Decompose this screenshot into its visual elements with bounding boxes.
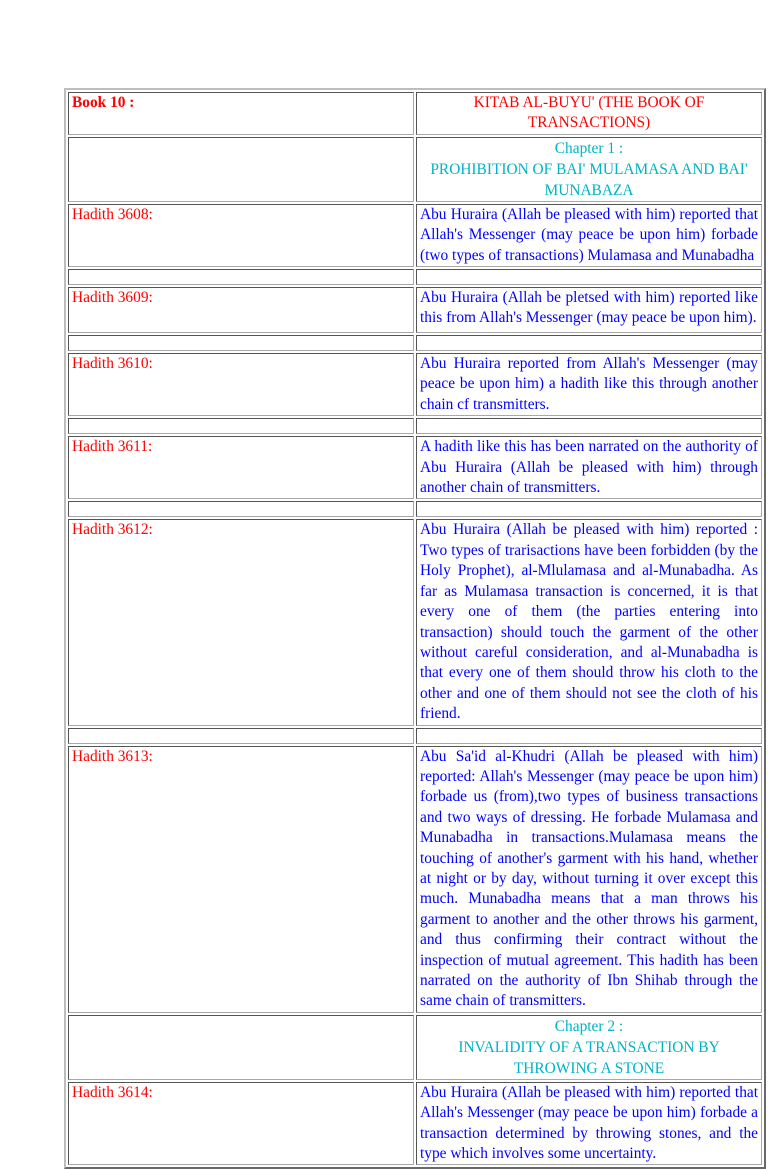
empty-cell	[416, 728, 762, 744]
empty-cell	[68, 137, 414, 202]
empty-cell	[68, 501, 414, 517]
hadith-row	[68, 746, 762, 1013]
hadith-row	[68, 353, 762, 416]
empty-cell	[68, 1015, 414, 1080]
hadith-number: Hadith 3614:	[68, 1082, 414, 1166]
empty-cell	[68, 728, 414, 744]
spacer-row	[68, 501, 762, 517]
hadith-row	[68, 436, 762, 499]
hadith-text: Abu Huraira (Allah be pleased with him) reported : Two types of trarisactions have been forbidden (by the Holy Prophet), al-Mlulamasa and al-Munabadha. As far as Mulamasa transaction is concerned, it is that every one of them (the parties entering into transaction) should touch the garment of the other without careful consideration, and al-Munabadha is that every one of them should throw his cloth to the other and one of them should not see the cloth of his friend.	[416, 519, 762, 725]
hadith-table	[64, 88, 766, 1169]
empty-cell	[416, 501, 762, 517]
hadith-number: Hadith 3610:	[68, 353, 414, 416]
spacer-row	[68, 269, 762, 285]
chapter-number: Chapter 1 :	[554, 139, 624, 157]
hadith-text: Abu Huraira (Allah be pletsed with him) reported like this from Allah's Messenger (may peace be upon him).	[416, 287, 762, 333]
document-page	[64, 88, 766, 1169]
chapter-heading	[416, 1015, 762, 1080]
empty-cell	[68, 418, 414, 434]
hadith-row	[68, 519, 762, 725]
chapter-heading	[416, 137, 762, 202]
book-label: Book 10 :	[68, 92, 414, 135]
hadith-row	[68, 1082, 762, 1166]
hadith-number: Hadith 3612:	[68, 519, 414, 725]
hadith-number: Hadith 3608:	[68, 204, 414, 267]
hadith-number: Hadith 3611:	[68, 436, 414, 499]
spacer-row	[68, 335, 762, 351]
chapter-title: PROHIBITION OF BAI' MULAMASA AND BAI' MUNABAZA	[430, 160, 748, 199]
hadith-text: Abu Huraira (Allah be pleased with him) reported that Allah's Messenger (may peace be upon him) forbade a transaction determined by throwing stones, and the type which involves some uncertainty.	[416, 1082, 762, 1166]
spacer-row	[68, 728, 762, 744]
empty-cell	[416, 335, 762, 351]
hadith-text: A hadith like this has been narrated on the authority of Abu Huraira (Allah be pleased with him) through another chain of transmitters.	[416, 436, 762, 499]
chapter-row	[68, 1015, 762, 1080]
hadith-text: Abu Sa'id al-Khudri (Allah be pleased with him) reported: Allah's Messenger (may peace be upon him) forbade us (from),two types of business transactions and two ways of dressing. He forbade Mulamasa and Munabadha in transactions.Mulamasa means the touching of another's garment with his hand, whether at night or by day, without turning it over except this much. Munabadha means that a man throws his garment to another and the other throws his garment, and thus confirming their contract without the inspection of mutual agreement. This hadith has been narrated on the authority of Ibn Shihab through the same chain of transmitters.	[416, 746, 762, 1013]
spacer-row	[68, 418, 762, 434]
hadith-text: Abu Huraira reported from Allah's Messenger (may peace be upon him) a hadith like this through another chain cf transmitters.	[416, 353, 762, 416]
chapter-title: INVALIDITY OF A TRANSACTION BY THROWING A STONE	[458, 1038, 720, 1077]
hadith-number: Hadith 3613:	[68, 746, 414, 1013]
hadith-row	[68, 287, 762, 333]
empty-cell	[68, 335, 414, 351]
hadith-text: Abu Huraira (Allah be pleased with him) reported that Allah's Messenger (may peace be upon him) forbade (two types of transactions) Mulamasa and Munabadha	[416, 204, 762, 267]
chapter-number: Chapter 2 :	[554, 1017, 624, 1035]
empty-cell	[68, 269, 414, 285]
book-header-row	[68, 92, 762, 135]
hadith-number: Hadith 3609:	[68, 287, 414, 333]
empty-cell	[416, 418, 762, 434]
chapter-row	[68, 137, 762, 202]
book-title: KITAB AL-BUYU' (THE BOOK OF TRANSACTIONS)	[416, 92, 762, 135]
empty-cell	[416, 269, 762, 285]
hadith-row	[68, 204, 762, 267]
